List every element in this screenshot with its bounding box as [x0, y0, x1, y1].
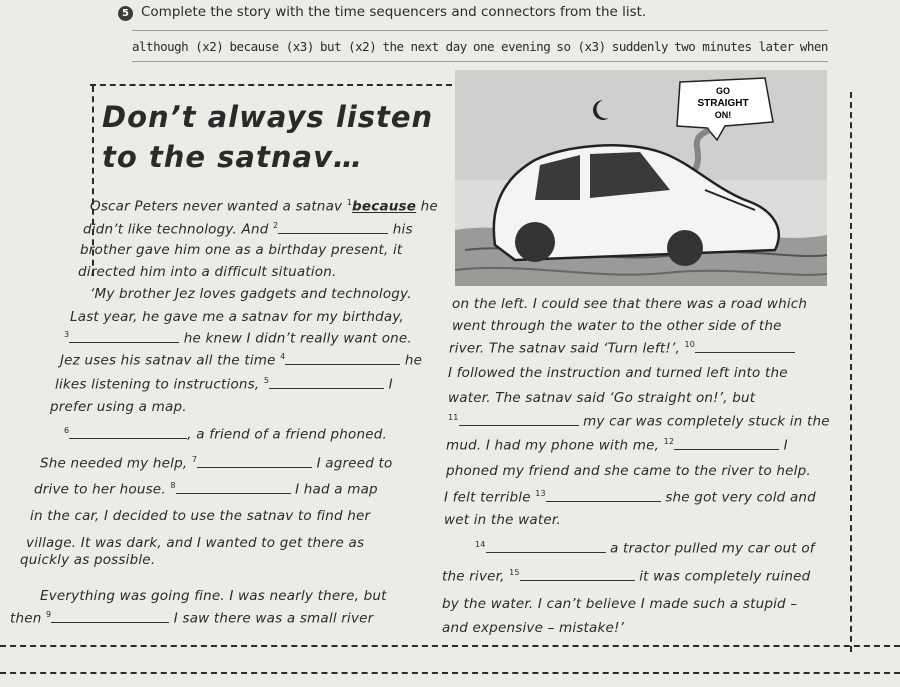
line-text: then: [10, 610, 47, 627]
line-text: he knew I didn’t really want one.: [179, 330, 412, 347]
answer-blank[interactable]: [69, 428, 187, 439]
line-text: drive to her house.: [34, 481, 171, 498]
story-title-line-1: Don’t always listen: [102, 100, 434, 134]
story-line: quickly as possible.: [20, 552, 156, 568]
gap-number: 6: [64, 426, 70, 435]
line-text: she got very cold and: [660, 489, 816, 506]
gap-number: 15: [509, 568, 520, 577]
story-line: went through the water to the other side of the: [452, 318, 782, 334]
story-line: wet in the water.: [444, 512, 561, 528]
gap-number: 12: [663, 437, 675, 446]
story-line: on the left. I could see that there was a road which: [452, 296, 808, 312]
answer-blank[interactable]: [695, 342, 795, 353]
gap-number: 8: [170, 481, 176, 490]
answer-blank[interactable]: [520, 570, 635, 581]
line-text: I: [779, 437, 788, 454]
line-text: Jez uses his satnav all the time: [60, 352, 281, 369]
story-line: phoned my friend and she came to the river to help.: [446, 463, 811, 479]
frame-right-border: [850, 92, 852, 652]
answer-blank[interactable]: [546, 491, 661, 502]
story-line: by the water. I can’t believe I made such a stupid –: [442, 596, 798, 612]
word-list-item: suddenly: [611, 38, 669, 54]
example-answer: because: [352, 198, 417, 215]
gap-number: 1: [346, 198, 353, 207]
gap-number: 9: [46, 610, 52, 619]
line-text: I saw there was a small river: [169, 610, 374, 627]
answer-blank[interactable]: [674, 439, 779, 450]
answer-blank[interactable]: [269, 378, 384, 389]
story-line: [60, 352, 422, 369]
line-text: the river,: [442, 568, 510, 585]
frame-top-border: [90, 84, 452, 86]
story-line: [448, 413, 830, 430]
answer-blank[interactable]: [197, 457, 312, 468]
story-line: [55, 376, 393, 393]
line-text: a tractor pulled my car out of: [605, 540, 815, 557]
line-text: my car was completely stuck in the: [578, 413, 830, 430]
story-line: Last year, he gave me a satnav for my birthday,: [70, 309, 404, 325]
story-line: directed him into a difficult situation.: [78, 264, 337, 280]
story-line: Everything was going fine. I was nearly there, but: [40, 588, 387, 604]
frame-bottom-border-2: [0, 672, 900, 674]
story-line: village. It was dark, and I wanted to get there as: [26, 535, 365, 551]
word-list-item: when: [799, 38, 828, 54]
story-line: [64, 426, 387, 443]
story-line: and expensive – mistake!’: [442, 620, 625, 636]
line-text: mud. I had my phone with me,: [446, 437, 664, 454]
word-list-item: one evening: [472, 38, 551, 54]
answer-blank[interactable]: [459, 415, 579, 426]
line-text: I felt terrible: [444, 489, 536, 506]
word-list-item: although (x2): [132, 38, 224, 54]
gap-number: 5: [263, 376, 270, 385]
line-text: river. The satnav said ‘Turn left!’,: [449, 340, 685, 357]
line-text: it was completely ruined: [634, 568, 811, 585]
answer-blank[interactable]: [486, 542, 606, 553]
line-text: didn’t like technology. And: [83, 221, 273, 238]
line-text: he: [416, 198, 438, 215]
sign-text-1: GO: [715, 86, 731, 96]
story-illustration: [455, 70, 827, 286]
line-text: Oscar Peters never wanted a satnav: [90, 198, 347, 215]
line-text: , a friend of a friend phoned.: [187, 426, 387, 443]
story-line: [10, 610, 373, 627]
gap-number: 11: [448, 413, 459, 422]
word-list-item: but (x2): [320, 38, 377, 54]
story-line: prefer using a map.: [50, 399, 187, 415]
answer-blank[interactable]: [285, 354, 400, 365]
word-list: [132, 30, 828, 62]
story-line: [83, 221, 413, 238]
line-text: I: [384, 376, 393, 393]
line-text: likes listening to instructions,: [55, 376, 264, 393]
sign-text-2: STRAIGHT: [697, 98, 749, 109]
gap-number: 7: [191, 455, 198, 464]
answer-blank[interactable]: [51, 612, 169, 623]
line-text: his: [388, 221, 413, 238]
story-line: [90, 198, 438, 215]
story-line: [446, 437, 788, 454]
story-line: brother gave him one as a birthday present, it: [80, 242, 403, 258]
gap-number: 4: [280, 352, 286, 361]
answer-blank[interactable]: [278, 223, 388, 234]
word-list-item: because (x3): [229, 38, 314, 54]
story-line: [444, 489, 816, 506]
story-line: ‘My brother Jez loves gadgets and technology.: [90, 286, 412, 302]
line-text: he: [400, 352, 423, 369]
line-text: She needed my help,: [40, 455, 192, 472]
gap-number: 13: [535, 489, 546, 498]
story-line: [449, 340, 795, 357]
word-list-item: two minutes later: [674, 38, 794, 54]
story-line: [442, 568, 810, 585]
answer-blank[interactable]: [176, 483, 291, 494]
line-text: I had a map: [290, 481, 378, 498]
story-line: water. The satnav said ‘Go straight on!’, but: [448, 390, 756, 406]
gap-number: 2: [273, 221, 279, 230]
exercise-instruction: [118, 4, 646, 21]
story-line: I followed the instruction and turned left into the: [448, 365, 788, 381]
gap-number: 3: [64, 330, 70, 339]
instruction-text: Complete the story with the time sequencers and connectors from the list.: [141, 4, 647, 20]
word-list-item: the next day: [382, 38, 467, 54]
story-line: [475, 540, 815, 557]
word-list-item: so (x3): [556, 38, 606, 54]
frame-bottom-border: [0, 645, 900, 647]
story-line: [34, 481, 378, 498]
exercise-number: 5: [118, 6, 133, 21]
story-line: in the car, I decided to use the satnav to find her: [30, 508, 371, 524]
story-line: [40, 455, 393, 472]
gap-number: 14: [475, 540, 486, 549]
answer-blank[interactable]: [69, 332, 179, 343]
line-text: I agreed to: [312, 455, 393, 472]
story-line: [64, 330, 412, 347]
gap-number: 10: [684, 340, 696, 349]
story-title-line-2: to the satnav…: [102, 140, 363, 174]
sign-text-3: ON!: [714, 110, 732, 120]
